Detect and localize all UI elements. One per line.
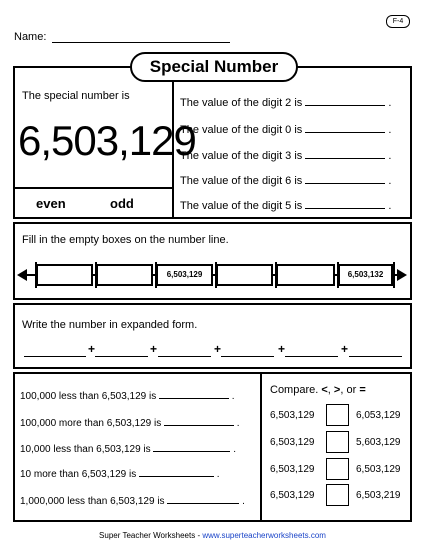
number-line-box-given: 6,503,132 (338, 264, 393, 286)
special-number-value: 6,503,129 (18, 117, 196, 164)
expanded-form-instructions: Write the number in expanded form. (22, 319, 198, 331)
arrow-right-icon (397, 269, 407, 281)
equals-symbol: = (359, 384, 366, 396)
answer-blank[interactable] (153, 451, 230, 452)
number-line-box-empty[interactable] (276, 264, 335, 286)
compare-answer-box[interactable] (326, 431, 349, 453)
compare-right-value: 6,503,129 (356, 464, 401, 475)
number-line-instructions: Fill in the empty boxes on the number line. (22, 234, 229, 246)
compare-left-value: 6,503,129 (270, 490, 315, 501)
answer-blank[interactable] (305, 132, 385, 133)
footer-url-link[interactable]: www.superteacherworksheets.com (202, 531, 326, 540)
number-line-box-empty[interactable] (216, 264, 273, 286)
number-line-box-given: 6,503,129 (156, 264, 213, 286)
compare-answer-box[interactable] (326, 458, 349, 480)
panel-divider (260, 372, 262, 522)
name-label: Name: (14, 31, 47, 43)
special-number-label: The special number is (22, 90, 130, 102)
context-question: 10 more than 6,503,129 is . (20, 469, 220, 480)
name-input-line[interactable] (52, 42, 230, 43)
expanded-blank[interactable] (95, 356, 148, 357)
context-question: 1,000,000 less than 6,503,129 is . (20, 496, 245, 507)
answer-blank[interactable] (305, 208, 385, 209)
answer-blank[interactable] (159, 398, 229, 399)
digit-value-question: The value of the digit 3 is . (180, 150, 392, 162)
footer: Super Teacher Worksheets - www.superteacherworksheets.com (99, 531, 326, 540)
context-question: 100,000 more than 6,503,129 is . (20, 418, 240, 429)
answer-blank[interactable] (305, 105, 385, 106)
plus-sign: + (214, 342, 222, 356)
digit-value-question: The value of the digit 0 is . (180, 124, 392, 136)
expanded-form-panel (13, 303, 412, 369)
greater-than-symbol: > (333, 384, 341, 396)
compare-left-value: 6,503,129 (270, 464, 315, 475)
compare-instructions: Compare. <, >, or = (270, 384, 366, 396)
even-option[interactable]: even (36, 196, 66, 211)
expanded-blank[interactable] (158, 356, 211, 357)
context-question: 10,000 less than 6,503,129 is . (20, 444, 236, 455)
less-than-symbol: < (321, 384, 328, 396)
number-line-tick (393, 262, 395, 288)
arrow-left-icon (17, 269, 27, 281)
digit-value-question: The value of the digit 5 is . (180, 200, 392, 212)
compare-right-value: 6,053,129 (356, 410, 401, 421)
odd-option[interactable]: odd (110, 196, 134, 211)
plus-sign: + (341, 342, 349, 356)
expanded-blank[interactable] (221, 356, 274, 357)
plus-sign: + (88, 342, 96, 356)
footer-brand: Super Teacher Worksheets (99, 531, 196, 540)
compare-right-value: 5,603,129 (356, 437, 401, 448)
expanded-blank[interactable] (349, 356, 402, 357)
compare-answer-box[interactable] (326, 484, 349, 506)
compare-answer-box[interactable] (326, 404, 349, 426)
answer-blank[interactable] (139, 476, 214, 477)
page-title: Special Number (130, 52, 298, 82)
answer-blank[interactable] (164, 425, 234, 426)
plus-sign: + (150, 342, 158, 356)
plus-sign: + (278, 342, 286, 356)
compare-left-value: 6,503,129 (270, 437, 315, 448)
expanded-blank[interactable] (24, 356, 86, 357)
worksheet-code-badge: F-4 (386, 15, 410, 28)
answer-blank[interactable] (305, 183, 385, 184)
context-question: 100,000 less than 6,503,129 is . (20, 391, 235, 402)
answer-blank[interactable] (305, 158, 385, 159)
compare-left-value: 6,503,129 (270, 410, 315, 421)
number-line-box-empty[interactable] (36, 264, 93, 286)
digit-value-question: The value of the digit 2 is . (180, 97, 392, 109)
digit-value-question: The value of the digit 6 is . (180, 175, 392, 187)
number-line-box-empty[interactable] (96, 264, 153, 286)
panel-divider (13, 187, 173, 189)
expanded-blank[interactable] (285, 356, 338, 357)
answer-blank[interactable] (167, 503, 239, 504)
compare-right-value: 6,503,219 (356, 490, 401, 501)
